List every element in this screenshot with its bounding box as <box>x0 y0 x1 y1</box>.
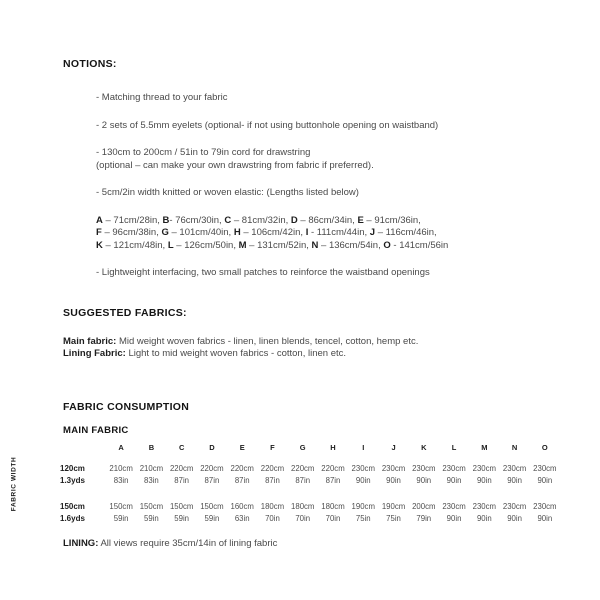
table-cell: 90in <box>476 514 492 523</box>
text-line: - 5cm/2in width knitted or woven elastic: (Lengths listed below) <box>96 187 359 198</box>
column-header: A <box>118 442 124 452</box>
table-cell: 230cm <box>442 463 466 473</box>
column-header: J <box>391 442 396 452</box>
column-header: I <box>362 442 365 452</box>
elastic-lengths-list <box>96 215 560 253</box>
size-letter: D <box>290 214 298 226</box>
table-cell: 180cm <box>291 501 315 511</box>
table-cell: 230cm <box>502 463 527 473</box>
size-letter: K <box>96 239 103 251</box>
table-cell: 90in <box>416 476 432 485</box>
table-cell: 210cm <box>139 463 164 473</box>
fabric-consumption-table <box>60 443 560 526</box>
size-letter: N <box>311 239 319 251</box>
size-letter: H <box>233 227 241 238</box>
table-cell: 90in <box>446 476 462 485</box>
table-cell: 190cm <box>351 501 375 511</box>
table-cell: 59in <box>113 514 129 523</box>
table-cell: 230cm <box>412 463 436 473</box>
table-row-in <box>60 513 560 526</box>
notions-section <box>63 58 560 280</box>
size-letter: G <box>161 227 169 238</box>
lining-note-label: LINING: <box>63 537 99 549</box>
table-cell: 87in <box>174 476 190 485</box>
table-cell: 59in <box>174 514 190 523</box>
table-cell: 150cm <box>109 501 133 511</box>
size-letter: M <box>238 239 247 251</box>
lining-note <box>63 538 560 549</box>
table-cell: 90in <box>386 476 401 485</box>
notions-bullet <box>96 92 560 105</box>
column-header: F <box>270 442 275 452</box>
table-cell: 87in <box>234 476 250 485</box>
notions-bullet <box>96 187 560 200</box>
size-letter: A <box>96 214 103 226</box>
table-cell: 160cm <box>230 501 254 511</box>
suggested-fabrics-section <box>63 307 560 361</box>
table-cell: 90in <box>537 514 553 523</box>
table-cell: 230cm <box>502 501 527 511</box>
table-cell: 63in <box>234 514 250 523</box>
size-letter: J <box>369 227 376 238</box>
table-cell: 87in <box>295 476 311 485</box>
main-fabric-line <box>63 336 560 349</box>
notions-heading: NOTIONS: <box>63 58 117 70</box>
table-cell: 150cm <box>169 501 194 511</box>
suggested-fabrics-list <box>63 336 560 361</box>
size-letter: E <box>357 214 364 226</box>
text-line: (optional – can make your own drawstring from fabric if preferred). <box>96 159 374 171</box>
elastic-length-line: K – 121cm/48in, L – 126cm/50in, M – 131cm/52in, N – 136cm/54in, O - 141cm/56in <box>96 239 449 251</box>
table-row-cm <box>60 463 560 476</box>
table-cell: 180cm <box>260 501 285 511</box>
notions-bullet-interfacing <box>96 267 560 280</box>
table-cell: 180cm <box>321 501 345 511</box>
column-header: H <box>330 442 336 452</box>
table-cell: 87in <box>325 476 341 485</box>
table-cell: 90in <box>355 476 371 485</box>
table-row-in <box>60 475 560 488</box>
text-line: - Matching thread to your fabric <box>96 92 228 103</box>
text-line: - Lightweight interfacing, two small patches to reinforce the waistband openings <box>96 267 430 278</box>
table-cell: 70in <box>325 514 341 523</box>
table-cell: 90in <box>446 514 462 523</box>
table-cell: 150cm <box>139 501 164 511</box>
table-cell: 59in <box>144 514 159 523</box>
lining-fabric-label: Lining Fabric: <box>63 348 126 359</box>
size-letter: I <box>305 227 309 238</box>
table-cell: 90in <box>507 514 522 523</box>
table-cell: 87in <box>204 476 220 485</box>
table-cell: 150cm <box>200 501 224 511</box>
table-row-cm <box>60 501 560 514</box>
column-header: E <box>239 442 245 452</box>
column-header: M <box>481 442 488 452</box>
table-cell: 220cm <box>291 463 315 473</box>
table-cell: 79in <box>416 514 432 523</box>
table-cell: 230cm <box>533 501 557 511</box>
table-cell: 83in <box>113 476 129 485</box>
table-cell: 220cm <box>200 463 224 473</box>
column-header: B <box>148 442 155 452</box>
table-cell: 220cm <box>230 463 254 473</box>
table-cell: 190cm <box>381 501 406 511</box>
table-cell: 210cm <box>109 463 133 473</box>
notions-body <box>96 92 560 280</box>
main-fabric-subheading: MAIN FABRIC <box>63 424 129 436</box>
column-header: K <box>421 442 427 452</box>
column-header: D <box>209 442 215 452</box>
lining-note-text: All views require 35cm/14in of lining fabric <box>98 537 278 549</box>
fabric-consumption-section <box>60 400 560 549</box>
table-cell: 220cm <box>169 463 194 473</box>
notions-bullet <box>96 147 560 172</box>
size-letter: O <box>383 239 391 251</box>
table-cell: 230cm <box>472 463 497 473</box>
fabric-width-yds-label: 1.6yds <box>60 514 85 523</box>
fabric-width-cm-label: 150cm <box>60 501 85 511</box>
suggested-fabrics-heading: SUGGESTED FABRICS: <box>63 306 187 319</box>
column-header: O <box>541 442 548 452</box>
fabric-width-side-label: FABRIC WIDTH <box>10 456 18 512</box>
elastic-length-line: A – 71cm/28in, B- 76cm/30in, C – 81cm/32in, D – 86cm/34in, E – 91cm/36in, <box>96 214 421 226</box>
table-header-row <box>60 443 560 452</box>
table-cell: 59in <box>204 514 220 523</box>
table-cell: 230cm <box>533 463 557 473</box>
table-cell: 230cm <box>351 463 375 473</box>
table-cell: 90in <box>537 476 553 485</box>
table-cell: 220cm <box>321 463 345 473</box>
main-fabric-text: Mid weight woven fabrics - linen, linen blends, tencel, cotton, hemp etc. <box>116 335 419 347</box>
lining-fabric-line <box>63 348 560 361</box>
main-fabric-label: Main fabric: <box>63 335 117 347</box>
column-header: C <box>178 442 185 452</box>
text-line: - 2 sets of 5.5mm eyelets (optional- if not using buttonhole opening on waistband) <box>96 119 439 131</box>
row-gap <box>60 488 560 501</box>
table-cell: 230cm <box>442 501 466 511</box>
table-cell: 75in <box>355 514 371 523</box>
table-cell: 70in <box>265 514 280 523</box>
table-cell: 90in <box>507 476 522 485</box>
notions-list <box>96 92 560 200</box>
column-header: L <box>451 442 457 452</box>
text-line: - 130cm to 200cm / 51in to 79in cord for drawstring <box>96 147 311 158</box>
table-cell: 230cm <box>472 501 497 511</box>
lining-fabric-text: Light to mid weight woven fabrics - cotton, linen etc. <box>125 348 347 359</box>
table-cell: 200cm <box>412 501 436 511</box>
table-cell: 83in <box>144 476 159 485</box>
table-cell: 75in <box>386 514 401 523</box>
table-cell: 90in <box>476 476 492 485</box>
fabric-consumption-heading: FABRIC CONSUMPTION <box>63 400 190 413</box>
notions-bullet <box>96 120 560 133</box>
fabric-width-yds-label: 1.3yds <box>60 476 85 485</box>
size-letter: F <box>96 227 102 238</box>
column-header: N <box>511 442 518 452</box>
fabric-width-cm-label: 120cm <box>60 463 85 473</box>
column-header: G <box>299 442 306 452</box>
size-letter: C <box>224 214 232 226</box>
table-cell: 70in <box>295 514 311 523</box>
table-cell: 230cm <box>381 463 406 473</box>
table-cell: 87in <box>265 476 280 485</box>
size-letter: L <box>167 239 174 251</box>
size-letter: B <box>162 214 170 226</box>
elastic-length-line: F – 96cm/38in, G – 101cm/40in, H – 106cm/42in, I - 111cm/44in, J – 116cm/46in, <box>96 227 437 238</box>
table-cell: 220cm <box>260 463 285 473</box>
